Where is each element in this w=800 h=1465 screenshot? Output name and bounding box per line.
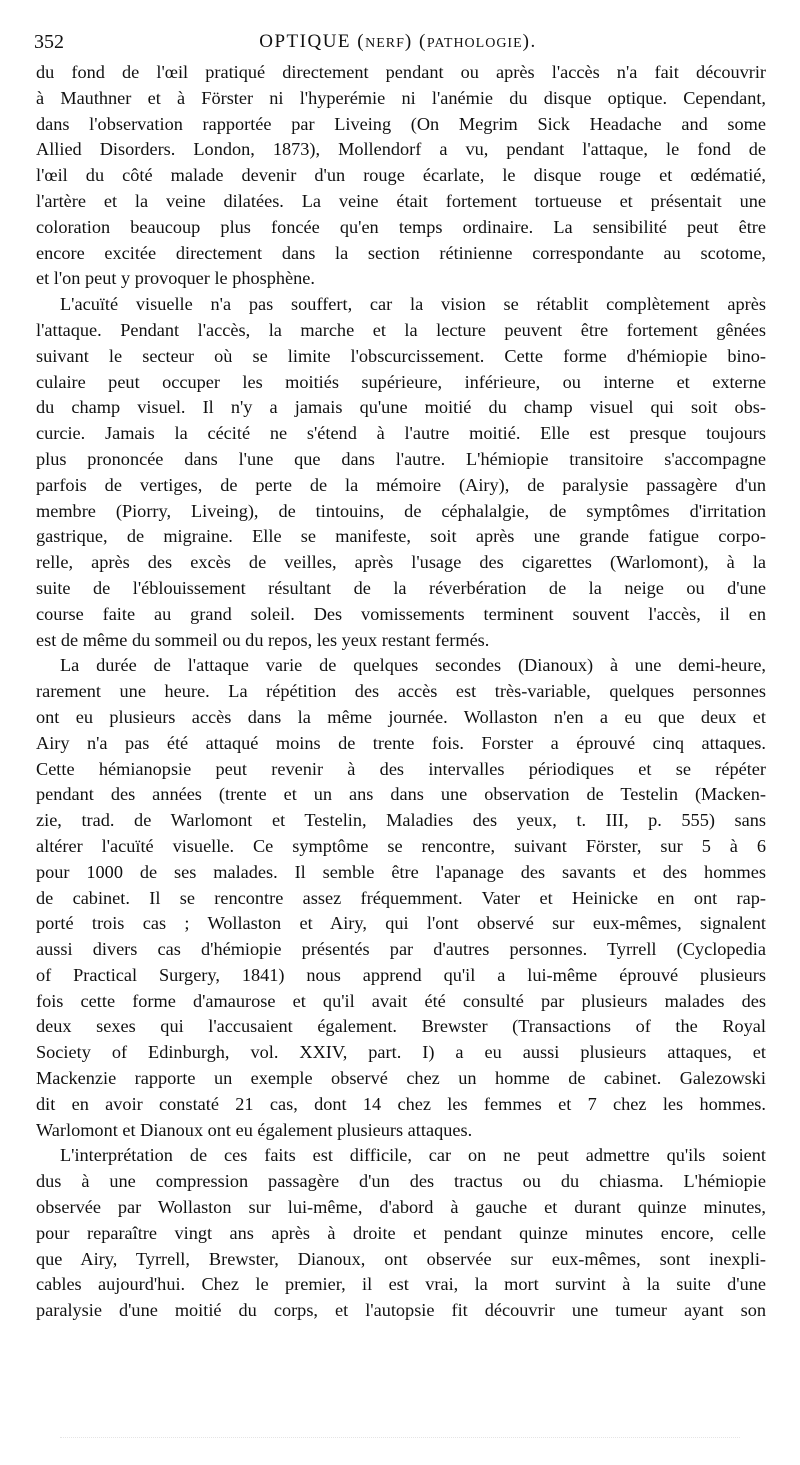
text-line: parfois de vertiges, de perte de la mémoire (Airy), de paralysie passagère d'un — [36, 474, 766, 495]
text-line: aussi divers cas d'hémiopie présentés par d'autres personnes. Tyrrell (Cyclopedia — [36, 939, 766, 960]
text-line: à Mauthner et à Förster ni l'hyperémie ni l'anémie du disque optique. Cependant, — [36, 87, 766, 108]
text-line: dans l'observation rapportée par Liveing (On Megrim Sick Headache and some — [36, 113, 766, 134]
text-line: pour 1000 de ses malades. Il semble être l'apanage des savants et des hommes — [36, 861, 766, 882]
text-line: et l'on peut y provoquer le phosphène. — [36, 268, 315, 289]
paragraph — [36, 1143, 766, 1324]
text-line: suivant le secteur où se limite l'obscurcissement. Cette forme d'hémiopie bino- — [36, 345, 766, 366]
text-line: Airy n'a pas été attaqué moins de trente fois. Forster a éprouvé cinq attaques. — [36, 732, 766, 753]
text-line: l'attaque. Pendant l'accès, la marche et la lecture peuvent être fortement gênées — [36, 319, 766, 340]
running-header — [34, 31, 762, 57]
text-line: Cette hémianopsie peut revenir à des intervalles périodiques et se répéter — [36, 758, 766, 779]
text-line: pendant des années (trente et un ans dans une observation de Testelin (Macken- — [36, 784, 766, 805]
text-line: ont eu plusieurs accès dans la même journée. Wollaston n'en a eu que deux et — [36, 706, 766, 727]
running-title-suffix: . — [530, 31, 537, 52]
paragraph — [36, 653, 766, 1143]
text-line: of Practical Surgery, 1841) nous apprend qu'il a lui-même éprouvé plusieurs — [36, 964, 766, 985]
text-line: curcie. Jamais la cécité ne s'étend à l'autre moitié. Elle est presque toujours — [36, 423, 766, 444]
paragraph — [36, 292, 766, 653]
running-title-section: NERF — [365, 36, 405, 51]
text-line: coloration beaucoup plus foncée qu'en temps ordinaire. La sensibilité peut être — [36, 216, 766, 237]
text-line: deux sexes qui l'accusaient également. Brewster (Transactions of the Royal — [36, 1016, 766, 1037]
text-line: porté trois cas ; Wollaston et Airy, qui l'ont observé sur eux-mêmes, signalent — [36, 913, 766, 934]
text-line: Society of Edinburgh, vol. XXIV, part. I) a eu aussi plusieurs attaques, et — [36, 1042, 766, 1063]
text-line: l'œil du côté malade devenir d'un rouge écarlate, le disque rouge et œdématié, — [36, 165, 766, 186]
text-line: encore excitée directement dans la section rétinienne correspondante au scotome, — [36, 242, 766, 263]
text-line: de cabinet. Il se rencontre assez fréquemment. Vater et Heinicke en ont rap- — [36, 887, 766, 908]
text-line: paralysie d'une moitié du corps, et l'autopsie fit découvrir une tumeur ayant son — [36, 1300, 766, 1321]
text-line: dit en avoir constaté 21 cas, dont 14 chez les femmes et 7 chez les hommes. — [36, 1093, 766, 1114]
text-line: membre (Piorry, Liveing), de tintouins, de céphalalgie, de symptômes d'irritation — [36, 500, 766, 521]
text-line: L'interprétation de ces faits est difficile, car on ne peut admettre qu'ils soient — [60, 1145, 766, 1166]
text-line: Warlomont et Dianoux ont eu également plusieurs attaques. — [36, 1119, 473, 1140]
text-line: Allied Disorders. London, 1873), Mollendorf a vu, pendant l'attaque, le fond de — [36, 139, 766, 160]
text-line: observée par Wollaston sur lui-même, d'abord à gauche et durant quinze minutes, — [36, 1197, 766, 1218]
text-line: suite de l'éblouissement résultant de la réverbération de la neige ou d'une — [36, 577, 766, 598]
running-title-subsection: PATHOLOGIE — [426, 36, 523, 51]
text-line: La durée de l'attaque varie de quelques secondes (Dianoux) à une demi-heure, — [60, 655, 766, 676]
text-line: plus prononcée dans l'une que dans l'autre. L'hémiopie transitoire s'accompagne — [36, 448, 766, 469]
running-title: OPTIQUE (NERF) (PATHOLOGIE). — [259, 31, 537, 52]
text-line: altérer l'acuïté visuelle. Ce symptôme se rencontre, suivant Förster, sur 5 à 6 — [36, 835, 766, 856]
page-number: 352 — [34, 31, 64, 53]
text-line: fois cette forme d'amaurose et qu'il avait été consulté par plusieurs malades des — [36, 990, 766, 1011]
text-line: est de même du sommeil ou du repos, les yeux restant fermés. — [36, 629, 490, 650]
text-line: pour reparaître vingt ans après à droite et pendant quinze minutes encore, celle — [36, 1222, 766, 1243]
text-line: dus à une compression passagère d'un des tractus ou du chiasma. L'hémiopie — [36, 1171, 766, 1192]
paragraph — [36, 60, 766, 292]
running-title-main: OPTIQUE — [259, 31, 352, 52]
text-line: L'acuïté visuelle n'a pas souffert, car la vision se rétablit complètement après — [60, 294, 766, 315]
text-line: Mackenzie rapporte un exemple observé chez un homme de cabinet. Galezowski — [36, 1068, 766, 1089]
text-line: l'artère et la veine dilatées. La veine était fortement tortueuse et présentait une — [36, 190, 766, 211]
text-line: gastrique, de migraine. Elle se manifeste, soit après une grande fatigue corpo- — [36, 526, 766, 547]
text-line: course faite au grand soleil. Des vomissements terminent souvent l'accès, il en — [36, 603, 766, 624]
text-line: relle, après des excès de veilles, après l'usage des cigarettes (Warlomont), à la — [36, 552, 766, 573]
text-line: du fond de l'œil pratiqué directement pendant ou après l'accès n'a fait découvrir — [36, 62, 766, 82]
text-line: du champ visuel. Il n'y a jamais qu'une moitié du champ visuel qui soit obs- — [36, 397, 766, 418]
text-line: que Airy, Tyrrell, Brewster, Dianoux, ont observée sur eux-mêmes, sont inexpli- — [36, 1248, 766, 1269]
text-line: cables aujourd'hui. Chez le premier, il est vrai, la mort survint à la suite d'une — [36, 1274, 766, 1295]
page-bottom-edge — [60, 1437, 740, 1442]
text-line: culaire peut occuper les moitiés supérieure, inférieure, ou interne et externe — [36, 371, 766, 392]
body-text — [36, 60, 766, 1324]
text-line: zie, trad. de Warlomont et Testelin, Maladies des yeux, t. III, p. 555) sans — [36, 810, 766, 831]
text-line: rarement une heure. La répétition des accès est très-variable, quelques personnes — [36, 681, 766, 702]
